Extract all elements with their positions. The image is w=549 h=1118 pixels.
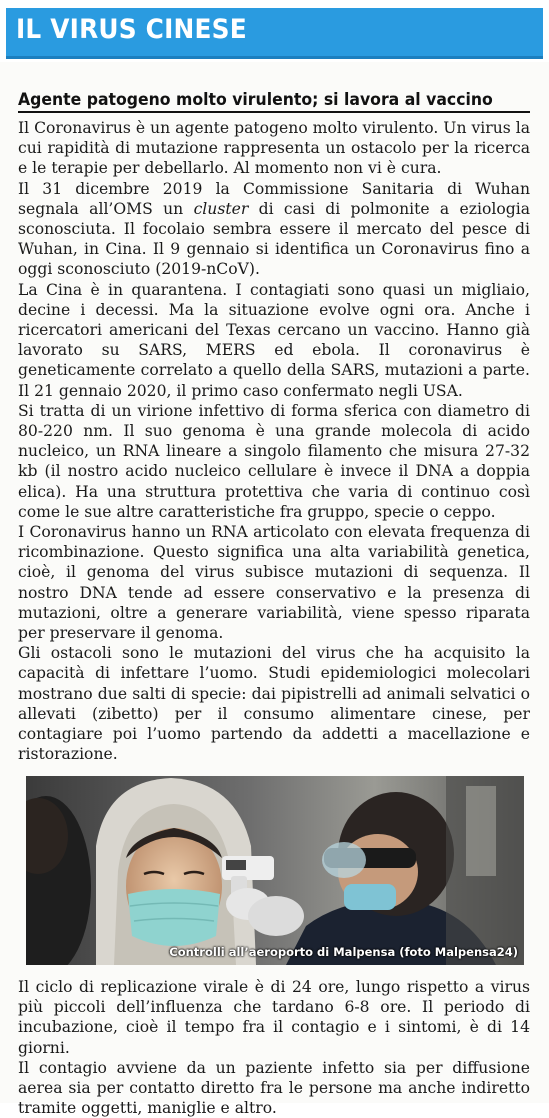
paragraph-7: Il ciclo di replicazione virale è di 24 ore, lungo rispetto a virus più piccoli dell’influenza che tardano 6-8 ore. Il periodo di incubazione, cioè il tempo fra il contagio e i sintomi, è di 14 giorni. — [18, 978, 530, 1057]
photo-illustration — [26, 776, 524, 965]
section-header-bar — [6, 8, 543, 59]
section-title: IL VIRUS CINESE — [16, 14, 247, 45]
paragraph-5: I Coronavirus hanno un RNA articolato con elevata frequenza di ricombinazione. Questo significa una alta variabilità genetica, cioè, il genoma del virus subisce mutazioni di sequenza. Il nostro DNA tende ad essere conservativo e la presenza di mutazioni, oltre a generare variabilità, viene spesso riparata per preservare il genoma. — [18, 523, 530, 643]
cluster-term: cluster — [193, 199, 249, 218]
photo-caption: Controlli all’aeroporto di Malpensa (foto Malpensa24) — [169, 945, 518, 959]
paragraph-6: Gli ostacoli sono le mutazioni del virus che ha acquisito la capacità di infettare l’uomo. Studi epidemiologici molecolari mostrano due salti di specie: dai pipistrelli ad animali selvatici o allevati (zibetto) per il consumo alimentare cinese, per contagiare poi l’uomo partendo da addetti a macellazione e ristorazione. — [18, 644, 530, 764]
section-header — [0, 0, 549, 62]
article — [0, 62, 549, 1118]
news-photo — [26, 776, 524, 965]
paragraph-2: Il 31 dicembre 2019 la Commissione Sanitaria di Wuhan segnala all’OMS un cluster di casi di polmonite a eziologia sconosciuta. Il focolaio sembra essere il mercato del pesce di Wuhan, in Cina. Il 9 gennaio si identifica un Coronavirus fino a oggi sconosciuto (2019-nCoV). — [18, 179, 530, 279]
paragraph-1: Il Coronavirus è un agente patogeno molto virulento. Un virus la cui rapidità di mutazione rappresenta un ostacolo per la ricerca e le terapie per debellarlo. Al momento non vi è cura. — [18, 119, 530, 178]
subheadline-underline — [18, 111, 530, 113]
paragraph-3: La Cina è in quarantena. I contagiati sono quasi un migliaio, decine i decessi. Ma la situazione evolve ogni ora. Anche i ricercatori americani del Texas cercano un vaccino. Hanno già lavorato su SARS, MERS ed ebola. Il coronavirus è geneticamente correlato a quello della SARS, mutazioni a parte. Il 21 gennaio 2020, il primo caso confermato negli USA. — [18, 280, 530, 400]
paragraph-8: Il contagio avviene da un paziente infetto sia per diffusione aerea sia per contatto diretto fra le persone ma anche indiretto tramite oggetti, maniglie e altro. — [18, 1058, 530, 1118]
article-body-top — [18, 118, 530, 765]
article-subheadline: Agente patogeno molto virulento; si lavora al vaccino — [18, 90, 493, 109]
paragraph-4: Si tratta di un virione infettivo di forma sferica con diametro di 80-220 nm. Il suo genoma è una grande molecola di acido nucleico, un RNA lineare a singolo filamento che misura 27-32 kb (il nostro acido nucleico cellulare è invece il DNA a doppia elica). Ha una struttura protettiva che varia di continuo così come le sue altre caratteristiche fra gruppo, specie o ceppo. — [18, 401, 530, 521]
article-body-bottom — [18, 977, 530, 1118]
